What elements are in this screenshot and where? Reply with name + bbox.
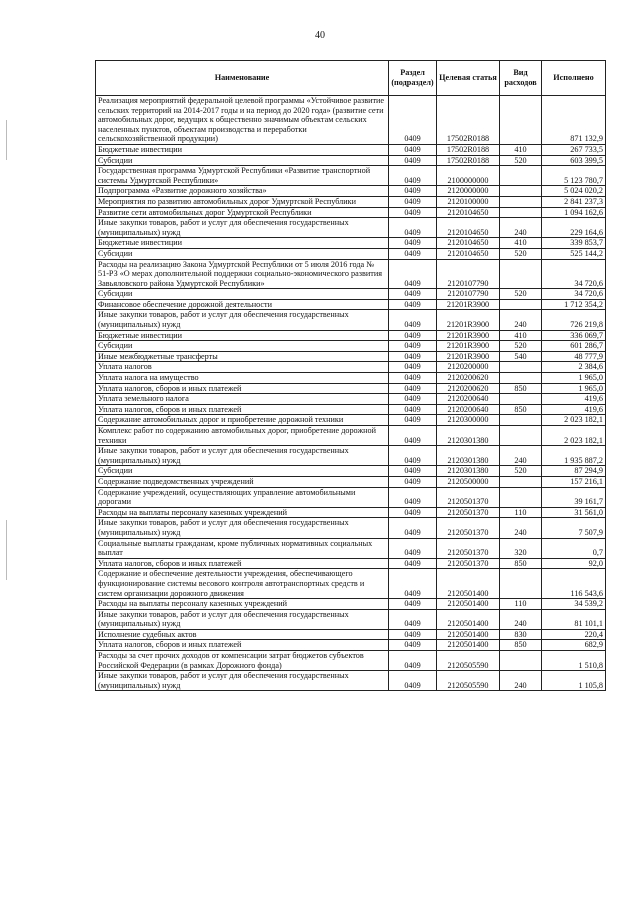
- table-row: [96, 558, 606, 569]
- cell-amount: 116 543,6: [542, 569, 606, 599]
- table-row: [96, 218, 606, 238]
- table-row: [96, 310, 606, 330]
- cell-statya: 2120000000: [437, 186, 500, 197]
- cell-razdel: 0409: [389, 144, 437, 155]
- cell-statya: 2120200620: [437, 373, 500, 384]
- cell-amount: 34 539,2: [542, 599, 606, 610]
- cell-name: Социальные выплаты гражданам, кроме публичных нормативных социальных выплат: [96, 538, 389, 558]
- cell-amount: 419,6: [542, 404, 606, 415]
- cell-amount: 267 733,5: [542, 144, 606, 155]
- cell-amount: 871 132,9: [542, 96, 606, 145]
- cell-vid: [500, 299, 542, 310]
- table-row: [96, 640, 606, 651]
- cell-amount: 48 777,9: [542, 351, 606, 362]
- cell-vid: 410: [500, 144, 542, 155]
- cell-name: Уплата налогов, сборов и иных платежей: [96, 640, 389, 651]
- cell-vid: 320: [500, 538, 542, 558]
- cell-amount: 5 024 020,2: [542, 186, 606, 197]
- cell-name: Иные закупки товаров, работ и услуг для обеспечения государственных (муниципальных) нужд: [96, 518, 389, 538]
- cell-statya: 2120501400: [437, 609, 500, 629]
- table-row: [96, 487, 606, 507]
- cell-vid: 520: [500, 248, 542, 259]
- cell-amount: 39 161,7: [542, 487, 606, 507]
- cell-amount: 2 384,6: [542, 362, 606, 373]
- cell-amount: 525 144,2: [542, 248, 606, 259]
- cell-razdel: 0409: [389, 599, 437, 610]
- cell-vid: 850: [500, 640, 542, 651]
- cell-name: Содержание автомобильных дорог и приобретение дорожной техники: [96, 415, 389, 426]
- table-body: [96, 96, 606, 691]
- table-row: [96, 351, 606, 362]
- cell-vid: 540: [500, 351, 542, 362]
- cell-name: Подпрограмма «Развитие дорожного хозяйства»: [96, 186, 389, 197]
- table-row: [96, 289, 606, 300]
- cell-vid: 520: [500, 341, 542, 352]
- cell-name: Иные закупки товаров, работ и услуг для обеспечения государственных (муниципальных) нужд: [96, 446, 389, 466]
- table-row: [96, 238, 606, 249]
- cell-amount: 1 105,8: [542, 671, 606, 691]
- cell-vid: 240: [500, 609, 542, 629]
- cell-name: Исполнение судебных актов: [96, 629, 389, 640]
- cell-statya: 2120501400: [437, 640, 500, 651]
- cell-statya: 2120107790: [437, 289, 500, 300]
- cell-statya: 2120505590: [437, 671, 500, 691]
- cell-statya: 2120501370: [437, 558, 500, 569]
- cell-amount: 336 069,7: [542, 330, 606, 341]
- table-row: [96, 394, 606, 405]
- header-razdel: Раздел (подраздел): [389, 61, 437, 96]
- table-row: [96, 518, 606, 538]
- cell-amount: 157 216,1: [542, 476, 606, 487]
- cell-vid: [500, 487, 542, 507]
- cell-name: Расходы за счет прочих доходов от компенсации затрат бюджетов субъектов Российской Федерации (в рамках Дорожного фонда): [96, 651, 389, 671]
- cell-razdel: 0409: [389, 466, 437, 477]
- cell-vid: 850: [500, 404, 542, 415]
- cell-statya: 2120200640: [437, 404, 500, 415]
- table-row: [96, 569, 606, 599]
- table-row: [96, 404, 606, 415]
- cell-amount: 726 219,8: [542, 310, 606, 330]
- cell-statya: 2120505590: [437, 651, 500, 671]
- cell-statya: 2120501400: [437, 569, 500, 599]
- cell-amount: 2 023 182,1: [542, 415, 606, 426]
- cell-statya: 2120501370: [437, 507, 500, 518]
- table-row: [96, 507, 606, 518]
- cell-statya: 2120104650: [437, 248, 500, 259]
- cell-statya: 2100000000: [437, 166, 500, 186]
- cell-statya: 21201R3900: [437, 299, 500, 310]
- cell-vid: 240: [500, 671, 542, 691]
- cell-amount: 1 094 162,6: [542, 207, 606, 218]
- cell-statya: 2120501370: [437, 487, 500, 507]
- cell-vid: [500, 426, 542, 446]
- cell-name: Мероприятия по развитию автомобильных дорог Удмуртской Республики: [96, 196, 389, 207]
- budget-expenditure-table: [95, 60, 606, 691]
- table-row: [96, 341, 606, 352]
- cell-name: Иные закупки товаров, работ и услуг для обеспечения государственных (муниципальных) нужд: [96, 609, 389, 629]
- cell-name: Субсидии: [96, 289, 389, 300]
- cell-amount: 34 720,6: [542, 289, 606, 300]
- cell-razdel: 0409: [389, 518, 437, 538]
- binder-edge-mark: [6, 520, 7, 580]
- cell-name: Бюджетные инвестиции: [96, 330, 389, 341]
- cell-vid: 110: [500, 599, 542, 610]
- cell-razdel: 0409: [389, 446, 437, 466]
- cell-vid: 240: [500, 446, 542, 466]
- cell-name: Уплата земельного налога: [96, 394, 389, 405]
- table-row: [96, 383, 606, 394]
- cell-name: Содержание подведомственных учреждений: [96, 476, 389, 487]
- cell-name: Уплата налогов, сборов и иных платежей: [96, 404, 389, 415]
- table-row: [96, 466, 606, 477]
- cell-statya: 21201R3900: [437, 341, 500, 352]
- cell-razdel: 0409: [389, 538, 437, 558]
- cell-amount: 220,4: [542, 629, 606, 640]
- cell-razdel: 0409: [389, 341, 437, 352]
- cell-amount: 0,7: [542, 538, 606, 558]
- table-row: [96, 186, 606, 197]
- cell-vid: [500, 476, 542, 487]
- cell-name: Расходы на выплаты персоналу казенных учреждений: [96, 507, 389, 518]
- cell-statya: 21201R3900: [437, 310, 500, 330]
- cell-razdel: 0409: [389, 330, 437, 341]
- cell-name: Субсидии: [96, 466, 389, 477]
- cell-razdel: 0409: [389, 259, 437, 289]
- cell-razdel: 0409: [389, 373, 437, 384]
- cell-vid: [500, 373, 542, 384]
- cell-statya: 17502R0188: [437, 155, 500, 166]
- cell-statya: 2120501400: [437, 599, 500, 610]
- cell-name: Государственная программа Удмуртской Республики «Развитие транспортной системы Удмуртской Республики»: [96, 166, 389, 186]
- cell-razdel: 0409: [389, 207, 437, 218]
- cell-name: Уплата налога на имущество: [96, 373, 389, 384]
- cell-vid: [500, 415, 542, 426]
- cell-name: Развитие сети автомобильных дорог Удмуртской Республики: [96, 207, 389, 218]
- cell-statya: 2120500000: [437, 476, 500, 487]
- cell-statya: 2120300000: [437, 415, 500, 426]
- cell-amount: 339 853,7: [542, 238, 606, 249]
- table-row: [96, 599, 606, 610]
- page-number: 40: [315, 30, 325, 41]
- cell-name: Комплекс работ по содержанию автомобильных дорог, приобретение дорожной техники: [96, 426, 389, 446]
- cell-amount: 1 965,0: [542, 383, 606, 394]
- cell-razdel: 0409: [389, 640, 437, 651]
- table-row: [96, 446, 606, 466]
- cell-vid: [500, 166, 542, 186]
- table-row: [96, 196, 606, 207]
- cell-name: Реализация мероприятий федеральной целевой программы «Устойчивое развитие сельских территорий на 2014-2017 годы и на период до 2020 года» (развитие сети автомобильных дорог, ведущих к общественно значимым объектам сельских населенных пунктов, объектам производства и переработки сельскохозяйственной продукции): [96, 96, 389, 145]
- cell-statya: 2120200620: [437, 383, 500, 394]
- header-vid: Вид расходов: [500, 61, 542, 96]
- cell-amount: 419,6: [542, 394, 606, 405]
- header-statya: Целевая статья: [437, 61, 500, 96]
- cell-statya: 21201R3900: [437, 330, 500, 341]
- cell-razdel: 0409: [389, 569, 437, 599]
- cell-statya: 2120301380: [437, 426, 500, 446]
- cell-statya: 17502R0188: [437, 144, 500, 155]
- cell-razdel: 0409: [389, 426, 437, 446]
- cell-vid: 410: [500, 330, 542, 341]
- cell-statya: 2120200000: [437, 362, 500, 373]
- cell-name: Иные закупки товаров, работ и услуг для обеспечения государственных (муниципальных) нужд: [96, 218, 389, 238]
- cell-razdel: 0409: [389, 362, 437, 373]
- cell-vid: [500, 394, 542, 405]
- cell-razdel: 0409: [389, 248, 437, 259]
- cell-amount: 1 510,8: [542, 651, 606, 671]
- cell-name: Иные межбюджетные трансферты: [96, 351, 389, 362]
- cell-vid: 520: [500, 155, 542, 166]
- cell-amount: 5 123 780,7: [542, 166, 606, 186]
- cell-name: Бюджетные инвестиции: [96, 144, 389, 155]
- cell-vid: 520: [500, 466, 542, 477]
- cell-amount: 682,9: [542, 640, 606, 651]
- cell-razdel: 0409: [389, 310, 437, 330]
- table-row: [96, 96, 606, 145]
- cell-razdel: 0409: [389, 166, 437, 186]
- binder-edge-mark: [6, 120, 7, 160]
- cell-statya: 2120501370: [437, 518, 500, 538]
- cell-statya: 2120301380: [437, 466, 500, 477]
- cell-name: Содержание и обеспечение деятельности учреждения, обеспечивающего функционирование системы весового контроля автотранспортных средств и систем организации дорожного движения: [96, 569, 389, 599]
- header-name: Наименование: [96, 61, 389, 96]
- cell-statya: 17502R0188: [437, 96, 500, 145]
- cell-amount: 34 720,6: [542, 259, 606, 289]
- cell-razdel: 0409: [389, 558, 437, 569]
- table-row: [96, 362, 606, 373]
- table-row: [96, 476, 606, 487]
- cell-razdel: 0409: [389, 186, 437, 197]
- table-row: [96, 373, 606, 384]
- cell-name: Уплата налогов, сборов и иных платежей: [96, 558, 389, 569]
- cell-razdel: 0409: [389, 155, 437, 166]
- cell-name: Содержание учреждений, осуществляющих управление автомобильными дорогами: [96, 487, 389, 507]
- table-row: [96, 259, 606, 289]
- cell-amount: 1 935 887,2: [542, 446, 606, 466]
- cell-statya: 2120104650: [437, 207, 500, 218]
- cell-razdel: 0409: [389, 629, 437, 640]
- table-row: [96, 629, 606, 640]
- cell-statya: 2120100000: [437, 196, 500, 207]
- cell-amount: 2 841 237,3: [542, 196, 606, 207]
- cell-vid: 830: [500, 629, 542, 640]
- cell-razdel: 0409: [389, 609, 437, 629]
- table-row: [96, 426, 606, 446]
- table-row: [96, 155, 606, 166]
- cell-razdel: 0409: [389, 196, 437, 207]
- cell-razdel: 0409: [389, 487, 437, 507]
- cell-name: Субсидии: [96, 341, 389, 352]
- cell-vid: [500, 207, 542, 218]
- cell-razdel: 0409: [389, 671, 437, 691]
- cell-vid: 240: [500, 310, 542, 330]
- table-row: [96, 207, 606, 218]
- cell-razdel: 0409: [389, 476, 437, 487]
- cell-vid: 520: [500, 289, 542, 300]
- cell-vid: [500, 362, 542, 373]
- cell-vid: [500, 651, 542, 671]
- cell-amount: 1 712 354,2: [542, 299, 606, 310]
- cell-amount: 2 023 182,1: [542, 426, 606, 446]
- cell-vid: [500, 259, 542, 289]
- cell-name: Расходы на реализацию Закона Удмуртской Республики от 5 июля 2016 года № 51-РЗ «О мерах дополнительной поддержки социально-экономического развития Завьяловского района Удмуртской Республики»: [96, 259, 389, 289]
- cell-razdel: 0409: [389, 351, 437, 362]
- cell-name: Расходы на выплаты персоналу казенных учреждений: [96, 599, 389, 610]
- table-row: [96, 299, 606, 310]
- cell-statya: 2120104650: [437, 218, 500, 238]
- cell-razdel: 0409: [389, 218, 437, 238]
- cell-amount: 92,0: [542, 558, 606, 569]
- cell-name: Финансовое обеспечение дорожной деятельности: [96, 299, 389, 310]
- cell-amount: 31 561,0: [542, 507, 606, 518]
- cell-vid: 110: [500, 507, 542, 518]
- cell-amount: 7 507,9: [542, 518, 606, 538]
- cell-amount: 87 294,9: [542, 466, 606, 477]
- table-header-row: [96, 61, 606, 96]
- cell-vid: [500, 569, 542, 599]
- cell-name: Уплата налогов, сборов и иных платежей: [96, 383, 389, 394]
- cell-razdel: 0409: [389, 507, 437, 518]
- table-row: [96, 144, 606, 155]
- table-row: [96, 651, 606, 671]
- cell-amount: 601 286,7: [542, 341, 606, 352]
- cell-name: Иные закупки товаров, работ и услуг для обеспечения государственных (муниципальных) нужд: [96, 671, 389, 691]
- cell-vid: 410: [500, 238, 542, 249]
- table-row: [96, 415, 606, 426]
- cell-statya: 2120200640: [437, 394, 500, 405]
- cell-vid: [500, 196, 542, 207]
- cell-name: Иные закупки товаров, работ и услуг для обеспечения государственных (муниципальных) нужд: [96, 310, 389, 330]
- cell-razdel: 0409: [389, 404, 437, 415]
- cell-razdel: 0409: [389, 238, 437, 249]
- cell-razdel: 0409: [389, 651, 437, 671]
- cell-statya: 2120104650: [437, 238, 500, 249]
- cell-name: Уплата налогов: [96, 362, 389, 373]
- table-row: [96, 166, 606, 186]
- table-row: [96, 330, 606, 341]
- table-row: [96, 248, 606, 259]
- cell-statya: 2120107790: [437, 259, 500, 289]
- table-row: [96, 538, 606, 558]
- cell-razdel: 0409: [389, 383, 437, 394]
- cell-razdel: 0409: [389, 96, 437, 145]
- cell-amount: 229 164,6: [542, 218, 606, 238]
- header-amount: Исполнено: [542, 61, 606, 96]
- cell-statya: 21201R3900: [437, 351, 500, 362]
- cell-vid: [500, 186, 542, 197]
- cell-name: Субсидии: [96, 248, 389, 259]
- cell-razdel: 0409: [389, 299, 437, 310]
- table-row: [96, 609, 606, 629]
- cell-statya: 2120501400: [437, 629, 500, 640]
- cell-razdel: 0409: [389, 394, 437, 405]
- table-row: [96, 671, 606, 691]
- cell-vid: [500, 96, 542, 145]
- cell-vid: 850: [500, 558, 542, 569]
- cell-razdel: 0409: [389, 289, 437, 300]
- cell-name: Субсидии: [96, 155, 389, 166]
- cell-name: Бюджетные инвестиции: [96, 238, 389, 249]
- cell-statya: 2120301380: [437, 446, 500, 466]
- cell-amount: 1 965,0: [542, 373, 606, 384]
- cell-razdel: 0409: [389, 415, 437, 426]
- cell-statya: 2120501370: [437, 538, 500, 558]
- cell-vid: 240: [500, 218, 542, 238]
- cell-vid: 850: [500, 383, 542, 394]
- cell-vid: 240: [500, 518, 542, 538]
- cell-amount: 81 101,1: [542, 609, 606, 629]
- cell-amount: 603 399,5: [542, 155, 606, 166]
